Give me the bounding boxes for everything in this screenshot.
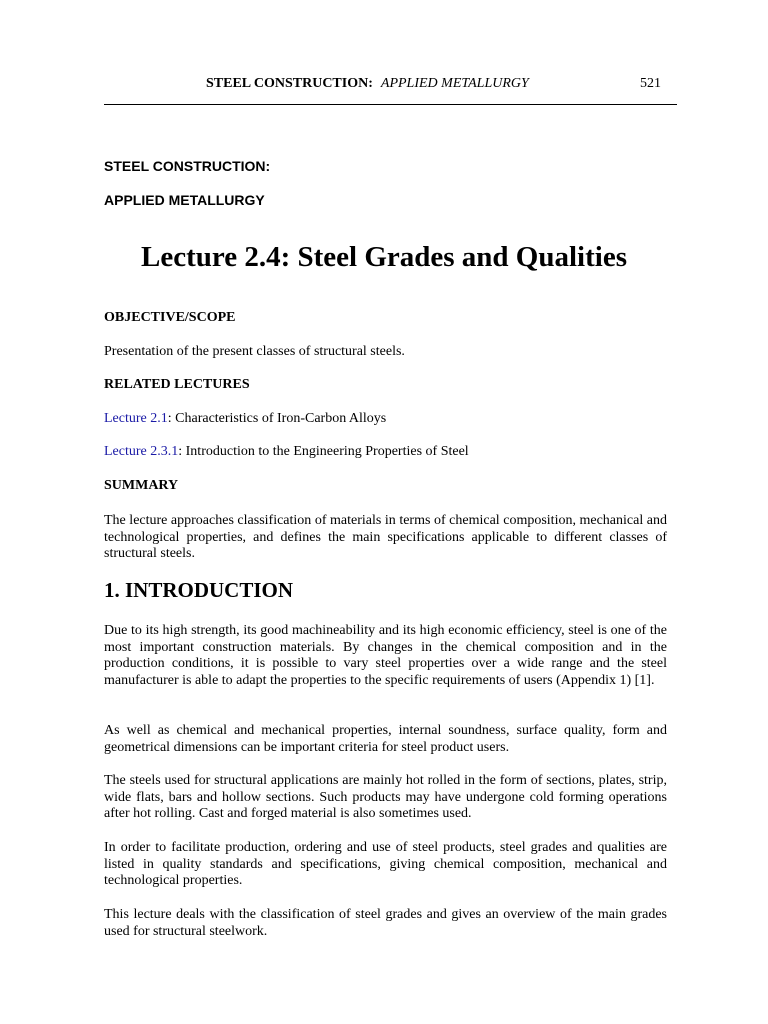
summary-heading: SUMMARY [104,478,179,493]
related-lecture-item [104,411,386,427]
page-number: 521 [640,76,661,91]
summary-paragraph: The lecture approaches classification of materials in terms of chemical composition, mechanical and technological properties, and defines the main specifications applicable to different classes of structural steels. [104,513,667,562]
intro-paragraph: As well as chemical and mechanical properties, internal soundness, surface quality, form and geometrical dimensions can be important criteria for steel product users. [104,723,667,755]
series-title-line1: STEEL CONSTRUCTION: [104,158,271,174]
intro-paragraph: In order to facilitate production, ordering and use of steel products, steel grades and qualities are listed in quality standards and specifications, giving chemical composition, mechanical and technological properties. [104,840,667,889]
related-lecture-title: : Introduction to the Engineering Properties of Steel [178,444,469,459]
header-rule [104,104,677,105]
related-lecture-item [104,444,469,460]
series-title-line2: APPLIED METALLURGY [104,192,265,208]
related-lecture-link[interactable]: Lecture 2.3.1 [104,444,179,459]
running-header-italic: APPLIED METALLURGY [380,76,529,91]
running-header-title [206,76,529,92]
intro-paragraph: This lecture deals with the classification of steel grades and gives an overview of the main grades used for structural steelwork. [104,907,667,939]
related-lectures-heading: RELATED LECTURES [104,377,250,392]
lecture-title: Lecture 2.4: Steel Grades and Qualities [141,241,627,273]
introduction-heading: 1. INTRODUCTION [104,578,294,602]
objective-heading: OBJECTIVE/SCOPE [104,310,236,325]
running-header-bold: STEEL CONSTRUCTION: [206,76,373,91]
running-header [104,76,677,96]
objective-text: Presentation of the present classes of structural steels. [104,344,405,359]
intro-paragraph: Due to its high strength, its good machineability and its high economic efficiency, steel is one of the most important construction materials. By changes in the chemical composition and in the production conditions, it is possible to vary steel properties over a wide range and the steel manufacturer is able to adapt the properties to the specific requirements of users (Appendix 1) [1]. [104,623,667,688]
related-lecture-title: : Characteristics of Iron-Carbon Alloys [167,411,387,426]
related-lecture-link[interactable]: Lecture 2.1 [104,411,168,426]
intro-paragraph: The steels used for structural applications are mainly hot rolled in the form of sections, plates, strip, wide flats, bars and hollow sections. Such products may have undergone cold forming operations after hot rolling. Cast and forged material is also sometimes used. [104,773,667,822]
